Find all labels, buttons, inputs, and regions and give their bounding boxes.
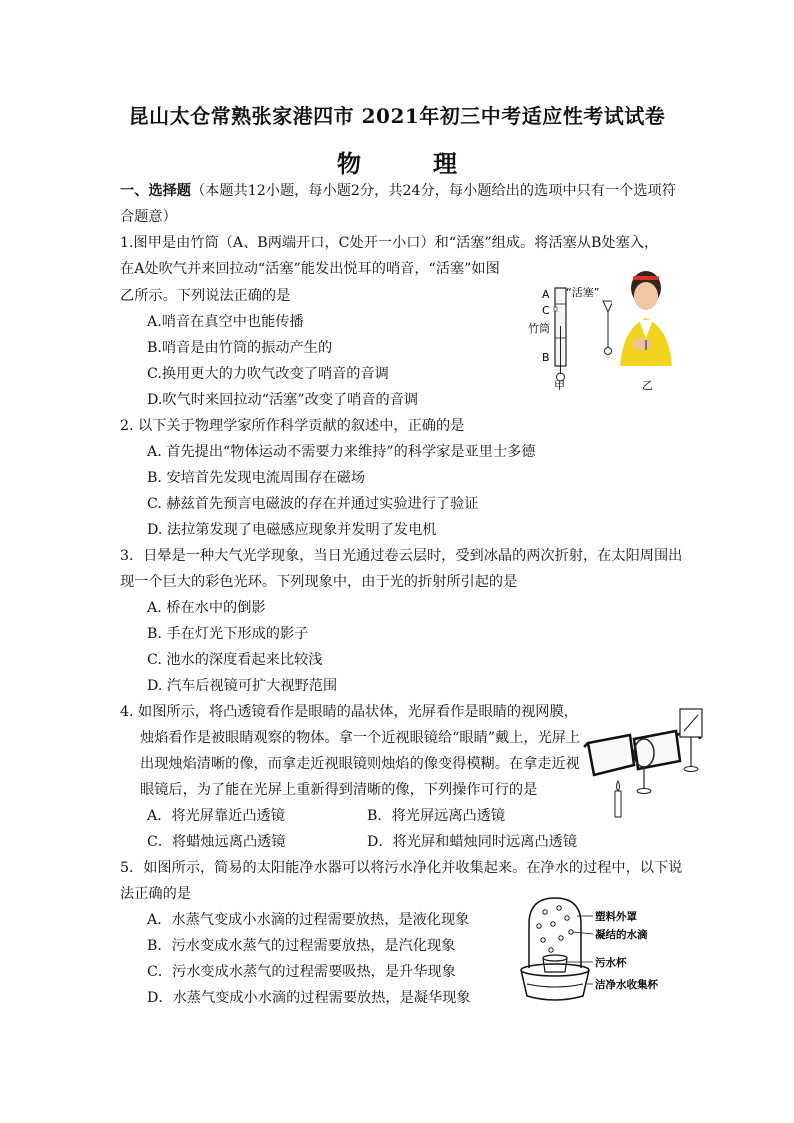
q4-option-d: D．将光屏和蜡烛同时远离凸透镜	[367, 834, 578, 850]
fig-label-c: C	[542, 304, 550, 317]
q1-option-c: C.换用更大的力吹气改变了哨音的音调	[147, 366, 389, 382]
q5-option-d: D．水蒸气变成小水滴的过程需要放热，是凝华现象	[147, 990, 471, 1006]
q4-stem-line1: 4. 如图所示，将凸透镜看作是眼睛的晶状体，光屏看作是眼睛的视网膜，	[120, 704, 578, 720]
subject-title: 物 理	[337, 149, 481, 178]
q1-stem-line1: 1.图甲是由竹筒（A、B两端开口，C处开一小口）和“活塞”组成。将活塞从B处塞入，	[120, 235, 659, 251]
section-note-cont: 合题意）	[120, 209, 177, 225]
q4-option-b: B．将光屏远离凸透镜	[367, 808, 506, 824]
leader-drops	[573, 932, 593, 934]
piston-head	[603, 301, 613, 312]
q3-option-b: B. 手在灯光下形成的影子	[147, 626, 309, 642]
q5-option-c: C．污水变成水蒸气的过程需要吸热，是升华现象	[147, 964, 456, 980]
candle	[615, 781, 621, 817]
q4-option-a: A．将光屏靠近凸透镜	[147, 808, 285, 824]
q3-option-a: A. 桥在水中的倒影	[147, 600, 266, 616]
water-droplets	[537, 906, 573, 952]
q5-option-b: B．污水变成水蒸气的过程需要放热，是汽化现象	[147, 938, 456, 954]
label-drops: 凝结的水滴	[595, 929, 648, 941]
q1-figure	[520, 266, 700, 394]
q1-stem-line2: 在A处吹气并来回拉动“活塞”能发出悦耳的哨音，“活塞”如图	[120, 261, 500, 277]
fig-caption-jia: 甲	[554, 379, 565, 392]
section-heading	[120, 181, 676, 201]
fig-label-a: A	[542, 288, 550, 301]
q3-stem-line2: 现一个巨大的彩色光环。下列现象中，由于光的折射所引起的是	[120, 574, 518, 590]
q5-stem-line1: 5．如图所示，简易的太阳能净水器可以将污水净化并收集起来。在净水的过程中，以下说	[120, 860, 683, 876]
piston-handle	[605, 348, 612, 355]
light-screen	[680, 709, 702, 772]
exam-title: 昆山太仓常熟张家港四市 2021年初三中考适应性考试试卷	[128, 104, 666, 128]
q3-option-d: D. 汽车后视镜可扩大视野范围	[147, 678, 338, 694]
label-collector: 洁净水收集杯	[595, 979, 658, 991]
fig-caption-yi: 乙	[642, 379, 653, 392]
q1-option-b: B.哨音是由竹筒的振动产生的	[147, 340, 333, 356]
q1-option-d: D.吹气时来回拉动“活塞”改变了哨音的音调	[147, 392, 419, 408]
q5-figure	[515, 892, 685, 1006]
q5-option-a: A．水蒸气变成小水滴的过程需要放热，是液化现象	[147, 912, 470, 928]
q3-stem-line1: 3．日晕是一种大气光学现象，当日光通过卷云层时，受到冰晶的两次折射，在太阳周围出	[120, 548, 683, 564]
q2-stem: 2. 以下关于物理学家所作科学贡献的叙述中，正确的是	[120, 418, 465, 434]
fig-label-b: B	[542, 351, 550, 364]
q2-option-c: C. 赫兹首先预言电磁波的存在并通过实验进行了验证	[147, 496, 479, 512]
girl-photo	[612, 268, 682, 368]
tube-opening-c	[554, 307, 557, 311]
q3-option-c: C. 池水的深度看起来比较浅	[147, 652, 323, 668]
q1-stem-line3: 乙所示。下列说法正确的是	[120, 288, 291, 304]
q2-option-a: A. 首先提出“物体运动不需要力来维持”的科学家是亚里士多德	[147, 444, 536, 460]
q4-stem-line3: 出现烛焰清晰的像，而拿走近视眼镜则烛焰的像变得模糊。在拿走近视	[140, 756, 580, 772]
section-note: （本题共12小题，每小题2分，共24分，每小题给出的选项中只有一个选项符	[190, 183, 676, 199]
fig-label-tube: 竹筒	[528, 322, 550, 335]
q5-stem-line2: 法正确的是	[120, 886, 191, 902]
clean-water-collector	[521, 964, 589, 1000]
q4-stem-line4: 眼镜后，为了能在光屏上重新得到清晰的像，下列操作可行的是	[140, 782, 538, 798]
q4-figure	[580, 705, 720, 825]
section-label: 一、选择题	[120, 183, 191, 199]
q4-option-c: C．将蜡烛远离凸透镜	[147, 834, 286, 850]
q1-option-a: A.哨音在真空中也能传播	[147, 314, 304, 330]
label-cup: 污水杯	[595, 957, 627, 969]
q2-option-b: B. 安培首先发现电流周围存在磁场	[147, 470, 366, 486]
fig-label-piston: “活塞”	[566, 286, 600, 299]
q4-stem-line2: 烛焰看作是被眼睛观察的物体。拿一个近视眼镜给“眼睛”戴上，光屏上	[140, 730, 581, 746]
label-cover: 塑料外罩	[595, 911, 637, 923]
q2-option-d: D. 法拉第发现了电磁感应现象并发明了发电机	[147, 522, 437, 538]
